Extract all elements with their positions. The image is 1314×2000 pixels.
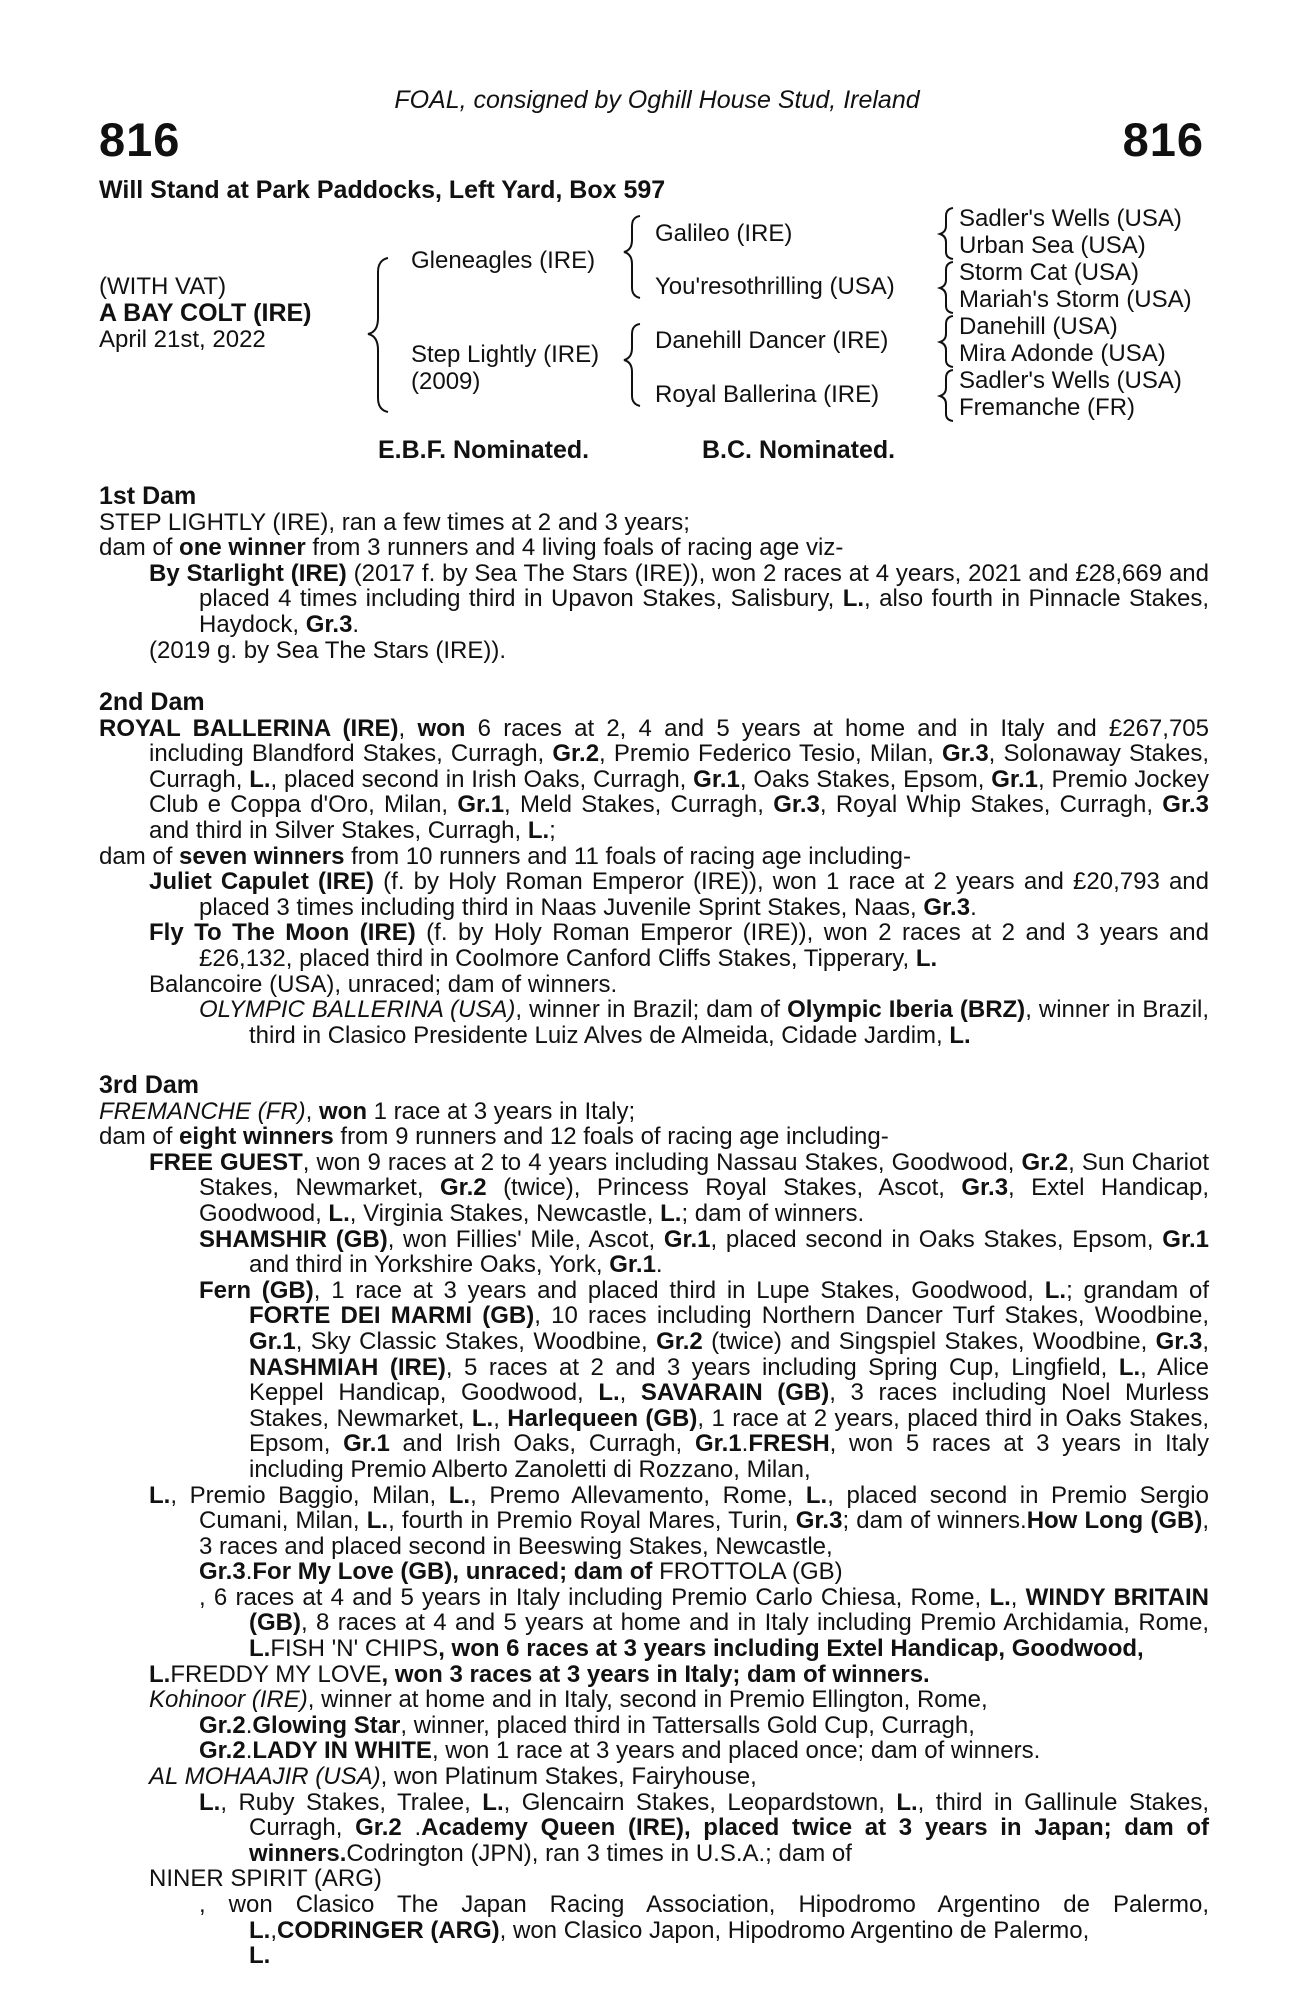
lot-number-right: 816 (1122, 113, 1204, 166)
gen4-7: Sadler's Wells (USA) (959, 367, 1182, 394)
produce-entry: Juliet Capulet (IRE) (f. by Holy Roman Emperor (IRE)), won 1 race at 2 years and £20,793 and placed 3 times including third in Naas Juvenile Sprint Stakes, Naas, Gr.3. (149, 868, 1209, 921)
consignment-line: FOAL, consigned by Oghill House Stud, Ireland (394, 86, 920, 114)
produce-entry: SHAMSHIR (GB), won Fillies' Mile, Ascot, Gr.1, placed second in Oaks Stakes, Epsom, Gr.1 and third in Yorkshire Oaks, York, Gr.1. (199, 1225, 1209, 1279)
first-dam-heading: 1st Dam (99, 482, 197, 510)
horse-name: A BAY COLT (IRE) (99, 299, 312, 327)
produce-entry: Fly To The Moon (IRE) (f. by Holy Roman Emperor (IRE)), won 2 races at 2 and 3 years and £26,132, placed third in Coolmore Canford Cliffs Stakes, Tipperary, L. (149, 919, 1209, 972)
produce-entry: Gr.2.Glowing Star, winner, placed third in Tattersalls Gold Cup, Curragh, (199, 1711, 975, 1739)
lot-number-left: 816 (99, 113, 181, 166)
produce-entry: Balancoire (USA), unraced; dam of winners. (149, 970, 618, 998)
produce-entry: (2019 g. by Sea The Stars (IRE)). (149, 636, 507, 664)
produce-entry: Gr.3.For My Love (GB), unraced; dam of FROTTOLA (GB) (199, 1558, 843, 1586)
third-dam-heading: 3rd Dam (99, 1071, 200, 1099)
second-dam-produce-summary: dam of seven winners from 10 runners and 11 foals of racing age including- (99, 842, 912, 870)
sire: Gleneagles (IRE) (411, 247, 596, 274)
first-dam-produce-summary: dam of one winner from 3 runners and 4 living foals of racing age viz- (99, 534, 844, 562)
gen4-6: Mira Adonde (USA) (959, 340, 1166, 367)
sire-dam: You'resothrilling (USA) (655, 273, 895, 300)
produce-entry: L., Ruby Stakes, Tralee, L., Glencairn Stakes, Leopardstown, L., third in Gallinule Stakes, Curragh, Gr.2 .Academy Queen (IRE), placed twice at 3 years in Japan; dam of winners.Codrington (JPN), ran 3 times in U.S.A.; dam of (199, 1788, 1210, 1867)
produce-entry: NINER SPIRIT (ARG) (149, 1865, 382, 1893)
vat-note: (WITH VAT) (99, 273, 227, 300)
sire-sire: Galileo (IRE) (655, 220, 793, 247)
third-dam-section (99, 1073, 1209, 1969)
produce-entry: Kohinoor (IRE), winner at home and in Italy, second in Premio Ellington, Rome, (149, 1686, 988, 1714)
first-dam-section (99, 484, 1209, 663)
produce-entry: L.FREDDY MY LOVE, won 3 races at 3 years in Italy; dam of winners. (149, 1660, 930, 1688)
produce-entry: FREE GUEST, won 9 races at 2 to 4 years including Nassau Stakes, Goodwood, Gr.2, Sun Chariot Stakes, Newmarket, Gr.2 (twice), Princess Royal Stakes, Ascot, Gr.3, Extel Handicap, Goodwood, L., Virginia Stakes, Newcastle, L.; dam of winners. (149, 1148, 1209, 1227)
ebf-nomination: E.B.F. Nominated. (378, 436, 590, 464)
produce-entry: OLYMPIC BALLERINA (USA), winner in Brazil; dam of Olympic Iberia (BRZ), winner in Brazil, third in Clasico Presidente Luiz Alves de Almeida, Cidade Jardim, L. (199, 996, 1210, 1049)
gen4-5: Danehill (USA) (959, 313, 1118, 340)
gen4-3: Storm Cat (USA) (959, 259, 1140, 286)
gen4-4: Mariah's Storm (USA) (959, 286, 1192, 313)
stand-location: Will Stand at Park Paddocks, Left Yard, Box 597 (99, 176, 666, 204)
gen4-2: Urban Sea (USA) (959, 232, 1146, 259)
dam-dam: Royal Ballerina (IRE) (655, 381, 880, 408)
foaling-date: April 21st, 2022 (99, 326, 266, 353)
dam: Step Lightly (IRE) (411, 341, 600, 368)
produce-entry: L., Premio Baggio, Milan, L., Premo Allevamento, Rome, L., placed second in Premio Sergio Cumani, Milan, L., fourth in Premio Royal Mares, Turin, Gr.3; dam of winners.How Long (GB), 3 races and placed second in Beeswing Stakes, Newcastle, (149, 1481, 1209, 1560)
produce-entry: , 6 races at 4 and 5 years in Italy including Premio Carlo Chiesa, Rome, L., WINDY BRITAIN (GB), 8 races at 4 and 5 years at home and in Italy including Premio Archidamia, Rome, L.FISH 'N' CHIPS, won 6 races at 3 years including Extel Handicap, Goodwood, (199, 1583, 1210, 1663)
produce-entry: Gr.2.LADY IN WHITE, won 1 race at 3 years and placed once; dam of winners. (199, 1737, 1041, 1765)
gen4-1: Sadler's Wells (USA) (959, 205, 1182, 232)
dam-year: (2009) (411, 368, 481, 395)
produce-entry: Fern (GB), 1 race at 3 years and placed third in Lupe Stakes, Goodwood, L.; grandam of FORTE DEI MARMI (GB), 10 races including Northern Dancer Turf Stakes, Woodbine, Gr.1, Sky Classic Stakes, Woodbine, Gr.2 (twice) and Singspiel Stakes, Woodbine, Gr.3, NASHMIAH (IRE), 5 races at 2 and 3 years including Spring Cup, Lingfield, L., Alice Keppel Handicap, Goodwood, L., SAVARAIN (GB), 3 races including Noel Murless Stakes, Newmarket, L., Harlequeen (GB), 1 race at 2 years, placed third in Oaks Stakes, Epsom, Gr.1 and Irish Oaks, Curragh, Gr.1.FRESH, won 5 races at 3 years in Italy including Premio Alberto Zanoletti di Rozzano, Milan, (199, 1276, 1210, 1483)
third-dam-produce-summary: dam of eight winners from 9 runners and 12 foals of racing age including- (99, 1123, 889, 1151)
produce-entry: AL MOHAAJIR (USA), won Platinum Stakes, Fairyhouse, (149, 1763, 757, 1791)
second-dam-record: ROYAL BALLERINA (IRE), won 6 races at 2, 4 and 5 years at home and in Italy and £267,705 including Blandford Stakes, Curragh, Gr.2, Premio Federico Tesio, Milan, Gr.3, Solonaway Stakes, Curragh, L., placed second in Irish Oaks, Curragh, Gr.1, Oaks Stakes, Epsom, Gr.1, Premio Jockey Club e Coppa d'Oro, Milan, Gr.1, Meld Stakes, Curragh, Gr.3, Royal Whip Stakes, Curragh, Gr.3 and third in Silver Stakes, Curragh, L.; (99, 714, 1210, 844)
produce-entry: L. (249, 1942, 271, 1970)
second-dam-heading: 2nd Dam (99, 688, 205, 716)
second-dam-section (99, 690, 1209, 1048)
first-dam-description: STEP LIGHTLY (IRE), ran a few times at 2 and 3 years; (99, 508, 690, 536)
gen4-8: Fremanche (FR) (959, 394, 1136, 421)
dam-sire: Danehill Dancer (IRE) (655, 327, 889, 354)
produce-entry: By Starlight (IRE) (2017 f. by Sea The Stars (IRE)), won 2 races at 4 years, 2021 and £28,669 and placed 4 times including third in Upavon Stakes, Salisbury, L., also fourth in Pinnacle Stakes, Haydock, Gr.3. (149, 559, 1210, 638)
produce-entry: , won Clasico The Japan Racing Association, Hipodromo Argentino de Palermo, L.,CODRINGER (ARG), won Clasico Japon, Hipodromo Argentino de Palermo, (199, 1891, 1209, 1944)
bc-nomination: B.C. Nominated. (702, 436, 896, 464)
third-dam-record: FREMANCHE (FR), won 1 race at 3 years in Italy; (99, 1097, 636, 1125)
